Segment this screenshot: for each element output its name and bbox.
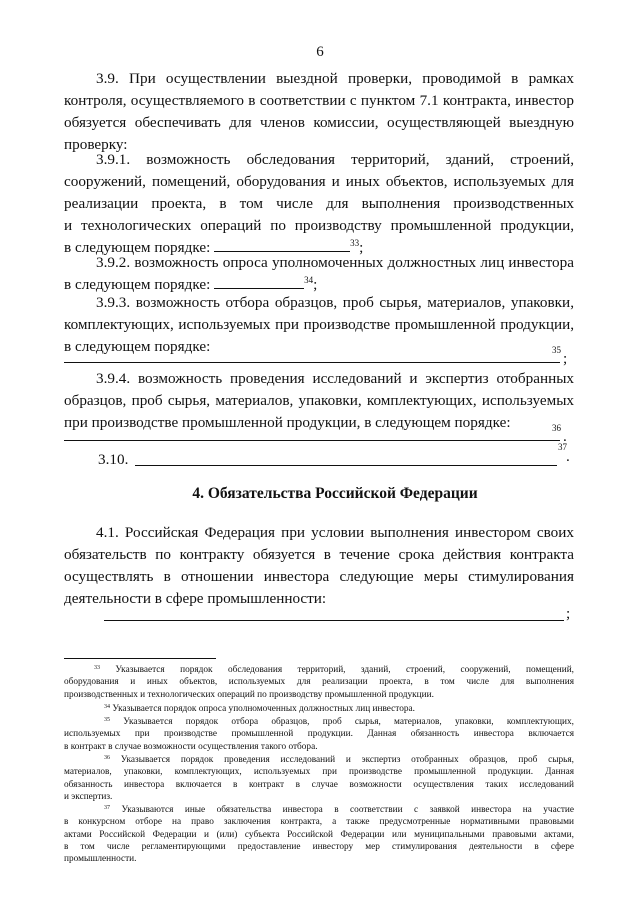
footnote-36-number: 36	[104, 755, 110, 761]
footnote-37-text-1: Указываются иные обязательства инвестора в соответствии с заявкой инвестора на участие	[121, 805, 574, 815]
footnote-35	[64, 716, 574, 753]
footnote-37-line-2: в конкурсном отборе на право заключения контракта, а также предусмотренные нормативными правовыми	[64, 817, 574, 828]
p391-order-label: в следующем порядке:	[64, 239, 215, 256]
footnote-33-line-1	[64, 664, 574, 676]
page-number: 6	[316, 44, 324, 60]
footnote-37-line-5: промышленности.	[64, 854, 137, 865]
footnote-34-number: 34	[104, 704, 110, 710]
footnote-37-line-1	[64, 804, 574, 816]
footnote-37-number: 37	[104, 805, 110, 811]
p392-end: ;	[313, 276, 318, 293]
footnote-34	[64, 703, 574, 715]
p41-end: ;	[566, 605, 571, 622]
p310-end: .	[566, 448, 570, 465]
section-4-heading	[0, 485, 640, 503]
footnote-ref-33: 33	[350, 238, 360, 248]
footnote-33-text-1: Указывается порядок обследования территорий, зданий, строений, сооружений, помещений,	[115, 665, 574, 675]
footnote-36-line-4: и экспертиз.	[64, 791, 113, 802]
p41-blank-line	[104, 620, 564, 621]
p393-blank-line	[64, 362, 560, 363]
footnote-37-line-3: актами Российской Федерации и (или) субъекта Российской Федерации или муниципальными правовыми актами,	[64, 829, 574, 840]
footnote-36-line-1	[64, 754, 574, 766]
p394-line-3: при производстве промышленной продукции, в следующем порядке:	[64, 414, 511, 431]
footnote-36-line-3: обязанность инвестора включается в контракт в случае возможности осуществления таких исследований	[64, 779, 574, 790]
footnote-34-text-1: Указывается порядок опроса уполномоченных должностных лиц инвестора.	[112, 704, 415, 714]
footnote-35-line-3: в контракт в случае возможности осуществления такого отбора.	[64, 741, 318, 752]
footnote-35-number: 35	[104, 717, 110, 723]
footnote-33	[64, 664, 574, 701]
p391-blank	[214, 237, 350, 252]
p393-end: ;	[563, 350, 568, 367]
footnote-35-line-1	[64, 716, 574, 728]
p392-order-label: в следующем порядке:	[64, 276, 215, 293]
p41-line-4: деятельности в сфере промышленности:	[64, 590, 327, 607]
p393-line-1: 3.9.3. возможность отбора образцов, проб сырья, материалов, упаковки,	[96, 294, 574, 311]
p394-blank-line	[64, 440, 560, 441]
footnote-37-line-4: в том числе регламентирующими предоставление инвестору мер стимулирования деятельности в сфере	[64, 841, 574, 852]
footnote-36	[64, 754, 574, 803]
p391-line-4: и технологических операций по производству промышленной продукции,	[64, 217, 574, 234]
p39-line-1: 3.9. При осуществлении выездной проверки, проводимой в рамках	[96, 70, 574, 87]
footnote-ref-35: 35	[552, 345, 561, 355]
p41-line-3: осуществлять в отношении инвестора следующие меры стимулирования	[64, 568, 574, 585]
footnote-33-number: 33	[94, 665, 100, 671]
p391-line-2: сооружений, помещений, оборудования и иных объектов, используемых для	[64, 173, 574, 190]
footnote-35-text-1: Указывается порядок отбора образцов, проб сырья, материалов, упаковки, комплектующих,	[123, 717, 574, 727]
footnote-33-line-2: оборудования и иных объектов, используемых для реализации проекта, в том числе для выполнения	[64, 677, 574, 688]
p41-line-2: обязательств по контракту обязуется в течение срока действия контракта	[64, 546, 574, 563]
p39-line-4: проверку:	[64, 136, 128, 153]
p39-line-3: обязуется обеспечивать для членов комиссии, осуществляющей выездную	[64, 114, 574, 131]
p394-line-2: образцов, проб сырья, материалов, упаковки, комплектующих, используемых	[64, 392, 574, 409]
section-4-title: 4. Обязательства Российской Федерации	[192, 485, 478, 502]
footnote-37	[64, 804, 574, 865]
footnote-34-line-1	[64, 703, 574, 715]
p392-blank	[214, 274, 304, 289]
p310-label: 3.10.	[98, 451, 129, 468]
footnote-35-line-2: используемых при производстве промышленной продукции. Данная обязанность инвестора включается	[64, 729, 574, 740]
footnote-separator	[64, 658, 216, 659]
p393-line-2: комплектующих, используемых при производстве промышленной продукции,	[64, 316, 574, 333]
p393-line-3: в следующем порядке:	[64, 338, 211, 355]
p394-end: .	[563, 428, 567, 445]
footnote-ref-36: 36	[552, 423, 561, 433]
footnote-ref-34: 34	[304, 275, 314, 285]
footnote-ref-37: 37	[558, 442, 567, 452]
footnote-36-line-2: материалов, упаковки, комплектующих, используемых при производстве промышленной продукции. Данная	[64, 767, 574, 778]
p391-line-3: реализации проекта, в том числе для выполнения производственных	[64, 195, 574, 212]
footnote-36-text-1: Указывается порядок проведения исследований и экспертиз отобранных образцов, проб сырья,	[120, 755, 574, 765]
p391-line-1: 3.9.1. возможность обследования территорий, зданий, строений,	[96, 151, 574, 168]
p394-line-1: 3.9.4. возможность проведения исследований и экспертиз отобранных	[96, 370, 574, 387]
p39-line-2: контроля, осуществляемого в соответствии с пунктом 7.1 контракта, инвестор	[64, 92, 574, 109]
p391-end: ;	[359, 239, 364, 256]
p310-blank-line	[135, 465, 557, 466]
p392-line-1: 3.9.2. возможность опроса уполномоченных должностных лиц инвестора	[96, 254, 574, 271]
p41-line-1: 4.1. Российская Федерация при условии выполнения инвестором своих	[96, 524, 574, 541]
footnote-33-line-3: производственных и технологических операций по производству промышленной продукции.	[64, 689, 434, 700]
